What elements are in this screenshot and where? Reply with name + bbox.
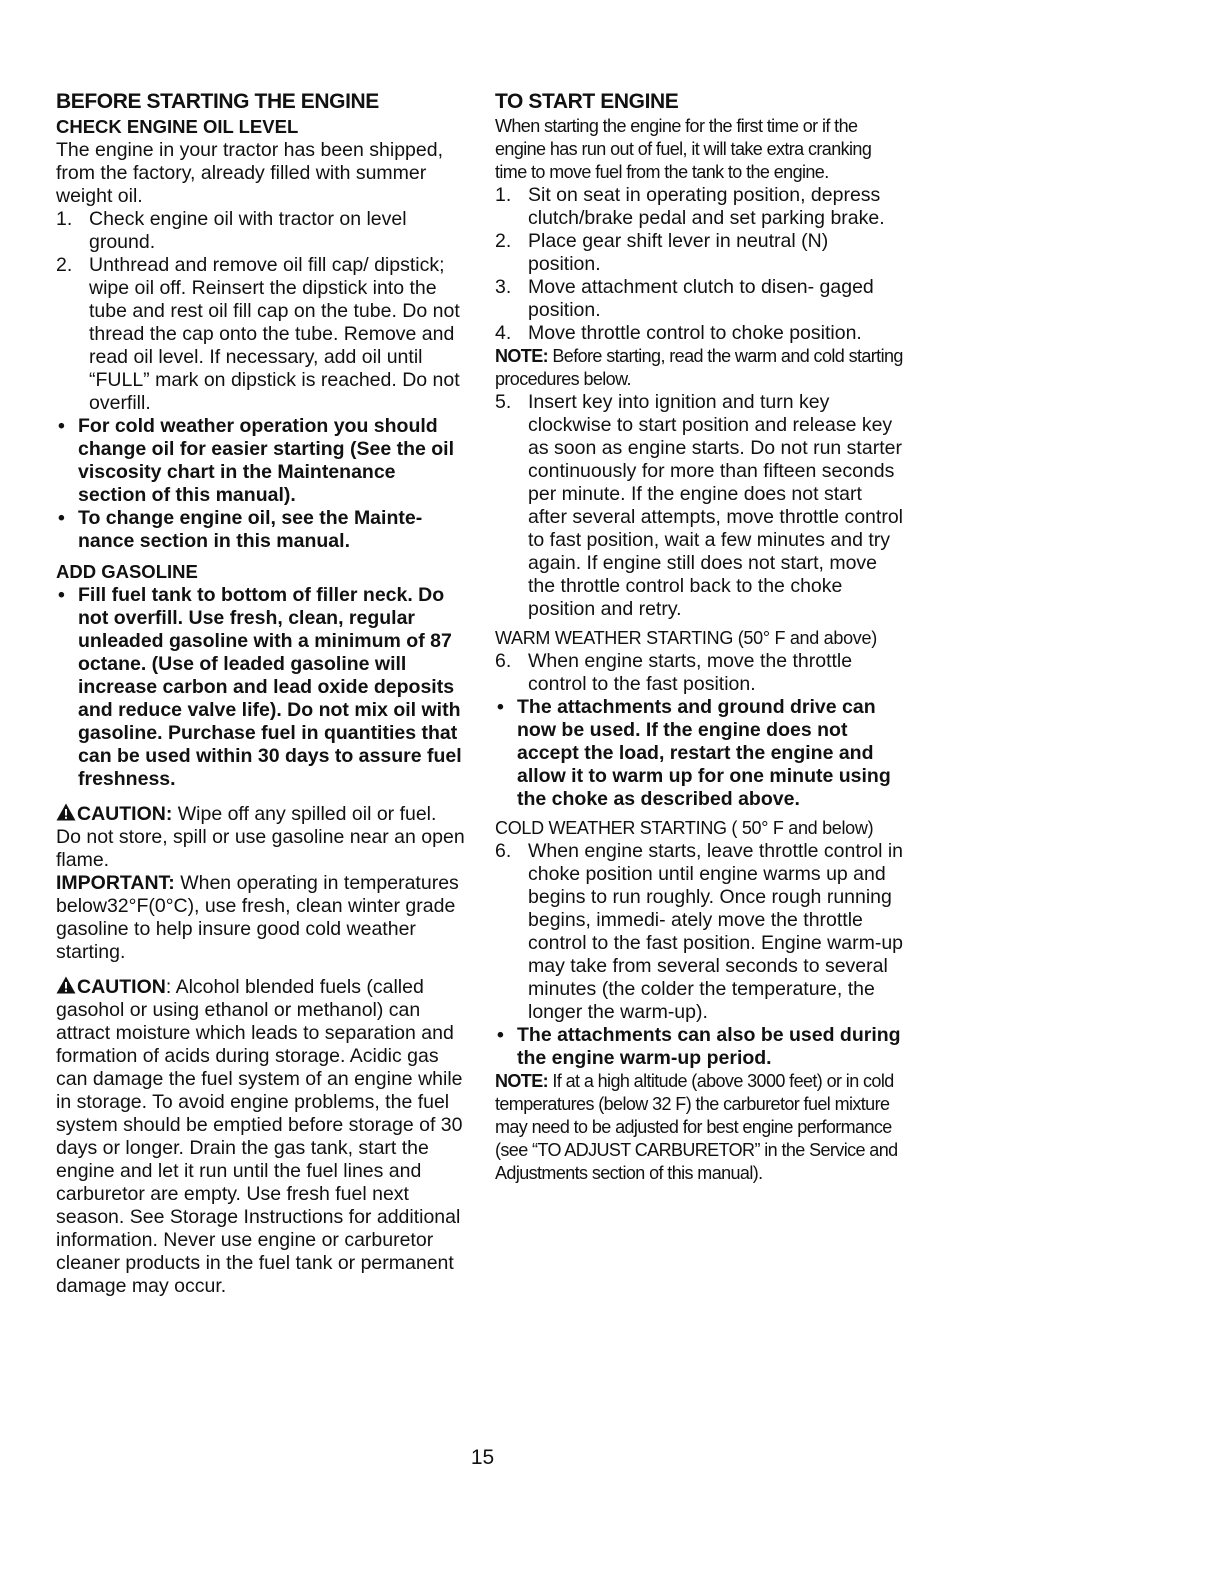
caution-spill: CAUTION: Wipe off any spilled oil or fuel. Do not store, spill or use gasoline near an open flame. [56,803,465,871]
list-item: • For cold weather operation you should change oil for easier starting (See the oil viscosity chart in the Maintenance section of this manual). [58,415,455,506]
list-item: 5. Insert key into ignition and turn key clockwise to start position and release key as soon as engine starts. Do not run starter continuously for more than fifteen seconds per minute. If the engine does not start after several attempts, move throttle control to fast position, wait a few minutes and try again. If engine still does not start, move the throttle control back to the choke position and retry. [495,391,903,620]
list-item: • Fill fuel tank to bottom of filler neck. Do not overfill. Use fresh, clean, regular unleaded gasoline with a minimum of 87 octane. (Use of leaded gasoline will increase carbon and lead oxide deposits and reduce valve life). Do not mix oil with gasoline. Purchase fuel in quantities that can be used within 30 days to assure fuel freshness. [58,584,462,790]
section-title-to-start-engine: TO START ENGINE [495,90,679,113]
list-item: 4. Move throttle control to choke position. [495,322,862,344]
oil-bullets-list [56,415,466,553]
list-item: • To change engine oil, see the Mainte- nance section in this manual. [58,507,423,552]
warm-bullets-list [495,696,905,811]
start-steps-list [495,184,905,345]
oil-steps-list [56,208,466,415]
caution-alcohol-fuels: CAUTION: Alcohol blended fuels (called gasohol or using ethanol or methanol) can attract moisture which leads to separation and formation of acids during storage. Acidic gas can damage the fuel system of an engine while in storage. To avoid engine problems, the fuel system should be emptied before storage of 30 days or longer. Drain the gas tank, start the engine and let it run until the fuel lines and carburetor are empty. Use fresh fuel next season. See Storage Instructions for additional information. Never use engine or carburetor cleaner products in the fuel tank or permanent damage may occur. [56,976,463,1297]
important-label: IMPORTANT: [56,872,175,894]
heading-check-oil: CHECK ENGINE OIL LEVEL [56,116,299,137]
important-note: IMPORTANT: When operating in temperatures below32°F(0°C), use fresh, clean winter grade gasoline to help insure good cold weather starting. [56,872,459,963]
heading-warm-weather: WARM WEATHER STARTING (50° F and above) [495,628,877,648]
list-item: • The attachments can also be used during the engine warm-up period. [497,1024,901,1069]
cold-steps-list [495,840,905,1024]
note-altitude: NOTE: If at a high altitude (above 3000 feet) or in cold temperatures (below 32 F) the carburetor fuel mixture may need to be adjusted for best engine performance (see “TO ADJUST CARBURETOR” in the Service and Adjustments section of this manual). [495,1071,898,1183]
caution-label: CAUTION: [77,803,173,825]
gasoline-bullets-list [56,584,466,791]
list-item: 3. Move attachment clutch to disen- gaged position. [495,276,874,321]
list-item: 1. Check engine oil with tractor on level ground. [56,208,407,253]
list-item: 6. When engine starts, leave throttle control in choke position until engine warms up and begins to run roughly. Once rough running begins, immedi- ately move the throttle control to the fast position. Engine warm-up may take from several seconds to several minutes (the colder the temperature, the longer the warm-up). [495,840,904,1023]
note-before-starting: NOTE: Before starting, read the warm and cold starting procedures below. [495,346,903,389]
heading-cold-weather: COLD WEATHER STARTING ( 50° F and below) [495,818,874,838]
note-label: NOTE: [495,1071,548,1091]
list-item: 6. When engine starts, move the throttle control to the fast position. [495,650,853,695]
heading-add-gasoline: ADD GASOLINE [56,561,198,582]
caution-label: CAUTION [77,976,166,998]
cold-bullets-list [495,1024,905,1070]
start-step-5-list [495,391,905,621]
warning-triangle-icon [56,803,76,821]
list-item: 2. Unthread and remove oil fill cap/ dipstick; wipe oil off. Reinsert the dipstick into the tube and rest oil fill cap on the tube. Do not thread the cap onto the tube. Remove and read oil level. If necessary, add oil until “FULL” mark on dipstick is reached. Do not overfill. [56,254,460,414]
list-item: • The attachments and ground drive can now be used. If the engine does not accept the load, restart the engine and allow it to warm up for one minute using the choke as described above. [497,696,891,810]
left-column [56,89,466,1298]
right-column [495,89,905,1185]
oil-intro: The engine in your tractor has been shipped, from the factory, already filled with summer weight oil. [56,139,444,207]
warning-triangle-icon [56,976,76,994]
warm-steps-list [495,650,905,696]
section-title-before-starting: BEFORE STARTING THE ENGINE [56,90,379,113]
start-intro: When starting the engine for the first time or if the engine has run out of fuel, it will take extra cranking time to move fuel from the tank to the engine. [495,116,872,182]
list-item: 2. Place gear shift lever in neutral (N) position. [495,230,829,275]
list-item: 1. Sit on seat in operating position, depress clutch/brake pedal and set parking brake. [495,184,885,229]
page-number: 15 [470,1446,495,1469]
note-label: NOTE: [495,346,548,366]
